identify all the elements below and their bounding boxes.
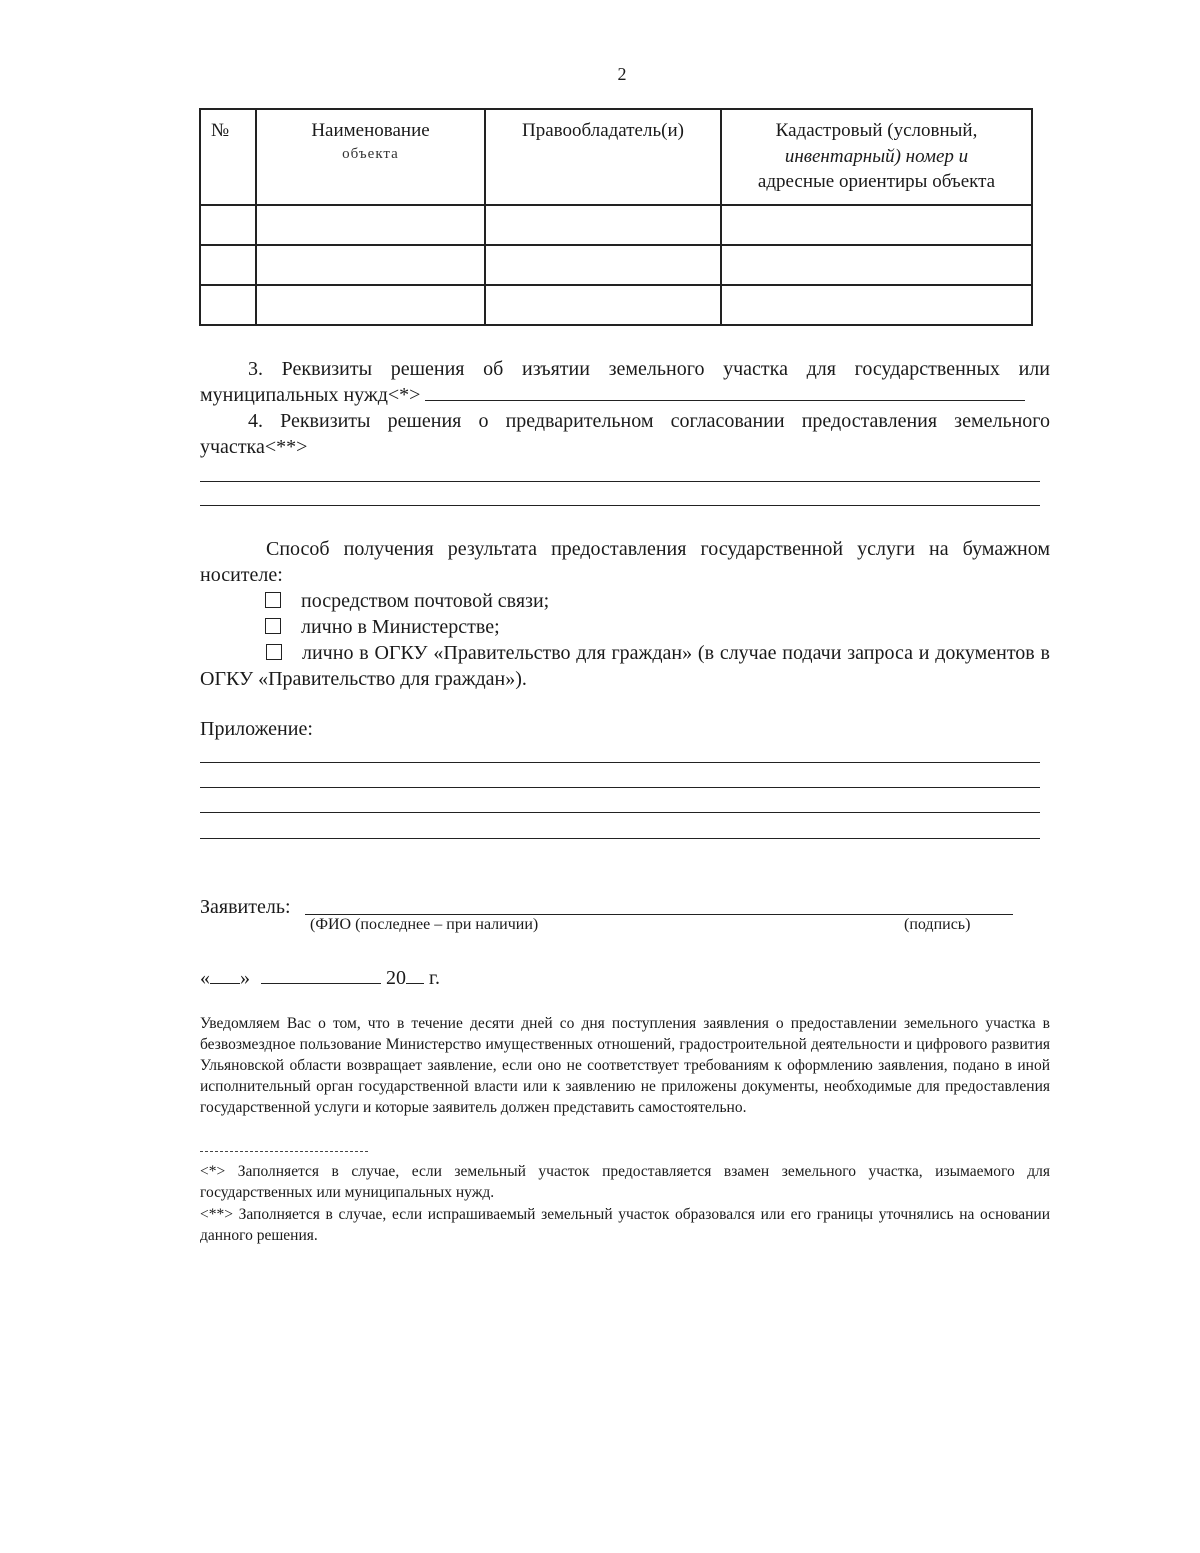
table-cell[interactable] <box>721 285 1032 325</box>
table-cell[interactable] <box>721 245 1032 285</box>
item-3-text: 3. Реквизиты решения об изъятии земельного участка для государственных или муниципальных нужд<*> <box>200 358 1050 406</box>
objects-table <box>199 108 1033 326</box>
table-cell[interactable] <box>485 205 721 245</box>
header-object-name <box>256 109 485 205</box>
header-right-holder: Правообладатель(и) <box>485 109 721 205</box>
footnote-2: <**> Заполняется в случае, если испрашиваемый земельный участок образовался или его границы уточнялись на основании данного решения. <box>200 1206 1050 1244</box>
table-cell[interactable] <box>485 285 721 325</box>
table-row <box>200 245 1032 285</box>
date-field <box>200 965 440 991</box>
checkbox-icon[interactable] <box>265 592 281 608</box>
date-year-suffix: г. <box>429 967 440 989</box>
return-notice: Уведомляем Вас о том, что в течение десяти дней со дня поступления заявления о предоставлении земельного участка в безвозмездное пользование Министерство имущественных отношений, градостроительной деятельности и цифрового развития Ульяновской области возвращает заявление, если оно не соответствует требованиям к оформлению заявления, подано в иной исполнительный орган государственной власти или к заявлению не приложены документы, необходимые для предоставления государственной услуги и которые заявитель должен представить самостоятельно. <box>200 1015 1050 1116</box>
delivery-method-intro: Способ получения результата предоставления государственной услуги на бумажном носителе: <box>200 538 1050 586</box>
item-3-fill-line[interactable] <box>425 400 1025 401</box>
applicant-label: Заявитель: <box>200 896 291 918</box>
header-object-name-line2: объекта <box>342 145 399 162</box>
page-number: 2 <box>617 64 627 84</box>
delivery-option-label: лично в ОГКУ «Правительство для граждан» (в случае подачи запроса и документов в ОГКУ «Правительство для граждан»). <box>200 642 1050 690</box>
table-cell[interactable] <box>256 285 485 325</box>
item-4-approval-decision: 4. Реквизиты решения о предварительном согласовании предоставления земельного участка<**> <box>200 410 1050 458</box>
item-4-fill-line-1[interactable] <box>200 481 1040 482</box>
attachment-line-3[interactable] <box>200 812 1040 813</box>
delivery-option-ministry[interactable] <box>265 614 500 640</box>
attachment-label: Приложение: <box>200 718 313 740</box>
footnote-1: <*> Заполняется в случае, если земельный участок предоставляется взамен земельного участка, изымаемого для государственных или муниципальных нужд. <box>200 1163 1050 1201</box>
header-cadastral-line1: Кадастровый (условный, <box>775 120 978 141</box>
header-cadastral-line3: адресные ориентиры объекта <box>757 171 996 193</box>
item-4-fill-line-2[interactable] <box>200 505 1040 506</box>
signature-caption: (подпись) <box>904 916 971 933</box>
delivery-option-label: лично в Министерстве; <box>301 616 500 638</box>
table-row <box>200 205 1032 245</box>
date-month-line[interactable] <box>261 983 381 984</box>
header-cadastral-number <box>721 109 1032 205</box>
date-open-quote: « <box>200 967 210 989</box>
delivery-option-label: посредством почтовой связи; <box>301 590 550 612</box>
checkbox-icon[interactable] <box>266 644 282 660</box>
footnote-separator <box>200 1151 368 1152</box>
table-cell[interactable] <box>721 205 1032 245</box>
fio-caption: (ФИО (последнее – при наличии) <box>310 916 539 933</box>
date-year-prefix: 20 <box>386 967 406 989</box>
delivery-option-ogku[interactable] <box>200 640 1050 692</box>
date-close-quote: » <box>240 967 250 989</box>
checkbox-icon[interactable] <box>265 618 281 634</box>
attachment-line-1[interactable] <box>200 762 1040 763</box>
table-header-row <box>200 109 1032 205</box>
table-cell[interactable] <box>256 245 485 285</box>
header-cadastral-line2: инвентарный) номер и <box>784 145 969 167</box>
item-3-seizure-decision <box>200 356 1050 408</box>
table-cell[interactable] <box>200 205 256 245</box>
attachment-line-2[interactable] <box>200 787 1040 788</box>
attachment-line-4[interactable] <box>200 838 1040 839</box>
applicant-signature-line[interactable] <box>305 914 1013 915</box>
delivery-option-post[interactable] <box>265 588 549 614</box>
date-day-line[interactable] <box>210 983 240 984</box>
table-cell[interactable] <box>200 285 256 325</box>
table-cell[interactable] <box>485 245 721 285</box>
header-object-name-line1: Наименование <box>311 120 430 141</box>
table-row <box>200 285 1032 325</box>
table-cell[interactable] <box>256 205 485 245</box>
table-cell[interactable] <box>200 245 256 285</box>
header-number: № <box>200 109 256 205</box>
date-year-line[interactable] <box>406 983 424 984</box>
